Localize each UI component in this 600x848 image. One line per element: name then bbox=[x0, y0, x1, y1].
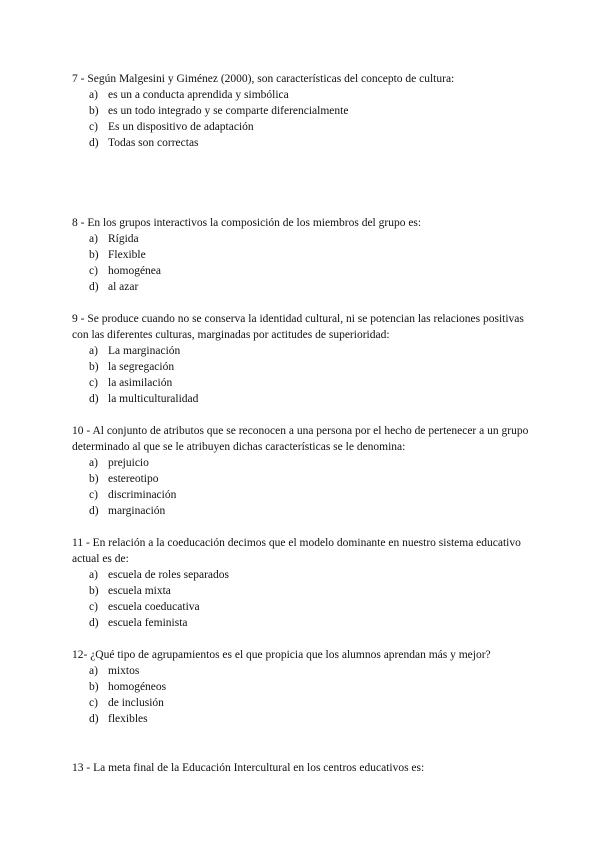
question-stem: 13 - La meta final de la Educación Intercultural en los centros educativos es: bbox=[72, 762, 425, 774]
option-list bbox=[72, 87, 532, 151]
option-letter: b) bbox=[89, 473, 99, 485]
option-text: la segregación bbox=[108, 361, 175, 373]
option-b bbox=[72, 247, 532, 263]
option-a bbox=[72, 567, 532, 583]
option-text: es un todo integrado y se comparte diferencialmente bbox=[108, 105, 349, 117]
option-text: La marginación bbox=[108, 345, 181, 357]
option-letter: a) bbox=[89, 665, 98, 677]
option-list bbox=[72, 567, 532, 631]
option-text: Es un dispositivo de adaptación bbox=[108, 121, 254, 133]
question-10 bbox=[72, 423, 532, 519]
option-list bbox=[72, 343, 532, 407]
option-b bbox=[72, 679, 532, 695]
question-stem: 12- ¿Qué tipo de agrupamientos es el que propicia que los alumnos aprendan más y mejor? bbox=[72, 649, 491, 661]
question-13 bbox=[72, 760, 532, 776]
option-list bbox=[72, 455, 532, 519]
option-letter: b) bbox=[89, 585, 99, 597]
option-c bbox=[72, 487, 532, 503]
option-text: la asimilación bbox=[108, 377, 173, 389]
option-text: prejuicio bbox=[108, 457, 149, 469]
option-b bbox=[72, 471, 532, 487]
option-letter: c) bbox=[89, 489, 98, 501]
option-letter: c) bbox=[89, 697, 98, 709]
option-letter: c) bbox=[89, 121, 98, 133]
option-text: es un a conducta aprendida y simbólica bbox=[108, 89, 289, 101]
option-letter: d) bbox=[89, 617, 99, 629]
option-a bbox=[72, 343, 532, 359]
option-text: flexibles bbox=[108, 713, 148, 725]
option-d bbox=[72, 711, 532, 727]
question-stem: 8 - En los grupos interactivos la composición de los miembros del grupo es: bbox=[72, 217, 422, 229]
option-text: de inclusión bbox=[108, 697, 164, 709]
option-text: mixtos bbox=[108, 665, 140, 677]
question-stem: 9 - Se produce cuando no se conserva la identidad cultural, ni se potencian las relaciones positivas con las diferentes culturas, marginadas por actitudes de superioridad: bbox=[72, 313, 524, 341]
option-d bbox=[72, 503, 532, 519]
question-11 bbox=[72, 535, 532, 631]
option-text: homogénea bbox=[108, 265, 162, 277]
question-stem: 10 - Al conjunto de atributos que se reconocen a una persona por el hecho de pertenecer a un grupo determinado al que se le atribuyen dichas características se le denomina: bbox=[72, 425, 529, 453]
question-8 bbox=[72, 215, 532, 295]
option-c bbox=[72, 119, 532, 135]
option-text: homogéneos bbox=[108, 681, 167, 693]
option-c bbox=[72, 263, 532, 279]
option-text: escuela coeducativa bbox=[108, 601, 200, 613]
option-b bbox=[72, 103, 532, 119]
option-letter: c) bbox=[89, 377, 98, 389]
option-b bbox=[72, 359, 532, 375]
option-c bbox=[72, 599, 532, 615]
question-7 bbox=[72, 71, 532, 151]
option-a bbox=[72, 663, 532, 679]
option-text: al azar bbox=[108, 281, 139, 293]
option-b bbox=[72, 583, 532, 599]
option-letter: a) bbox=[89, 569, 98, 581]
option-d bbox=[72, 279, 532, 295]
question-9 bbox=[72, 311, 532, 407]
option-letter: d) bbox=[89, 281, 99, 293]
option-letter: a) bbox=[89, 345, 98, 357]
option-letter: b) bbox=[89, 681, 99, 693]
option-text: escuela de roles separados bbox=[108, 569, 230, 581]
option-text: Todas son correctas bbox=[108, 137, 199, 149]
option-a bbox=[72, 231, 532, 247]
option-text: Flexible bbox=[108, 249, 146, 261]
option-c bbox=[72, 695, 532, 711]
option-letter: c) bbox=[89, 601, 98, 613]
option-letter: a) bbox=[89, 89, 98, 101]
option-d bbox=[72, 391, 532, 407]
option-list bbox=[72, 663, 532, 727]
option-letter: d) bbox=[89, 505, 99, 517]
option-list bbox=[72, 231, 532, 295]
option-letter: b) bbox=[89, 249, 99, 261]
option-letter: b) bbox=[89, 361, 99, 373]
option-text: discriminación bbox=[108, 489, 177, 501]
option-text: Rígida bbox=[108, 233, 139, 245]
option-text: estereotipo bbox=[108, 473, 159, 485]
question-12 bbox=[72, 647, 532, 727]
option-c bbox=[72, 375, 532, 391]
option-letter: a) bbox=[89, 233, 98, 245]
option-d bbox=[72, 135, 532, 151]
option-letter: d) bbox=[89, 393, 99, 405]
option-text: escuela feminista bbox=[108, 617, 188, 629]
option-text: escuela mixta bbox=[108, 585, 171, 597]
option-letter: b) bbox=[89, 105, 99, 117]
option-letter: c) bbox=[89, 265, 98, 277]
option-text: la multiculturalidad bbox=[108, 393, 199, 405]
question-stem: 7 - Según Malgesini y Giménez (2000), son características del concepto de cultura: bbox=[72, 73, 455, 85]
option-letter: d) bbox=[89, 713, 99, 725]
option-letter: d) bbox=[89, 137, 99, 149]
question-stem: 11 - En relación a la coeducación decimos que el modelo dominante en nuestro sistema educativo actual es de: bbox=[72, 537, 521, 565]
option-a bbox=[72, 87, 532, 103]
option-letter: a) bbox=[89, 457, 98, 469]
option-text: marginación bbox=[108, 505, 166, 517]
option-d bbox=[72, 615, 532, 631]
option-a bbox=[72, 455, 532, 471]
